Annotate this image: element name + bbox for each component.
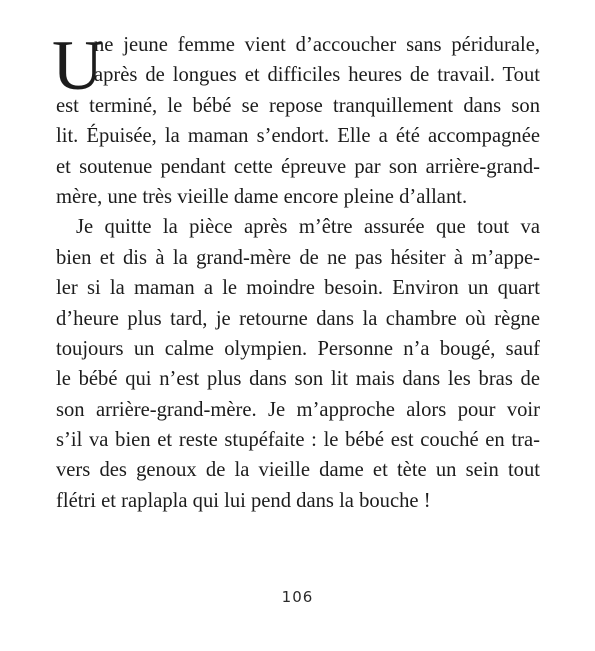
paragraph-2 xyxy=(56,212,540,516)
text-line: après de longues et difficiles heures de travail. Tout xyxy=(94,64,540,87)
text-line: ne jeune femme vient d’accoucher sans péridurale, xyxy=(94,34,540,56)
text-line: flétri et raplapla qui lui pend dans la bouche ! xyxy=(56,489,431,512)
text-line: ler si la maman a le moindre besoin. Environ un quart xyxy=(56,277,540,300)
paragraph-1 xyxy=(56,30,540,212)
text-line: s’il va bien et reste stupéfaite : le bébé est couché en tra- xyxy=(56,429,540,452)
body-text xyxy=(56,30,540,516)
text-line: toujours un calme olympien. Personne n’a bougé, sauf xyxy=(56,337,540,360)
text-line: le bébé qui n’est plus dans son lit mais dans les bras de xyxy=(56,368,540,391)
text-line: bien et dis à la grand-mère de ne pas hésiter à m’appe- xyxy=(56,246,540,269)
text-line: Je quitte la pièce après m’être assurée que tout va xyxy=(76,216,540,239)
text-line: mère, une très vieille dame encore pleine d’allant. xyxy=(56,185,468,208)
text-line: d’heure plus tard, je retourne dans la chambre où règne xyxy=(56,307,540,330)
text-line: est terminé, le bébé se repose tranquillement dans son xyxy=(56,94,540,117)
text-line: vers des genoux de la vieille dame et tète un sein tout xyxy=(56,459,540,482)
drop-cap: U xyxy=(52,27,104,105)
text-line: lit. Épuisée, la maman s’endort. Elle a été accompagnée xyxy=(56,125,540,148)
page-number: 106 xyxy=(281,588,314,606)
text-line: son arrière-grand-mère. Je m’approche alors pour voir xyxy=(56,398,540,421)
text-line: et soutenue pendant cette épreuve par son arrière-grand- xyxy=(56,155,540,178)
